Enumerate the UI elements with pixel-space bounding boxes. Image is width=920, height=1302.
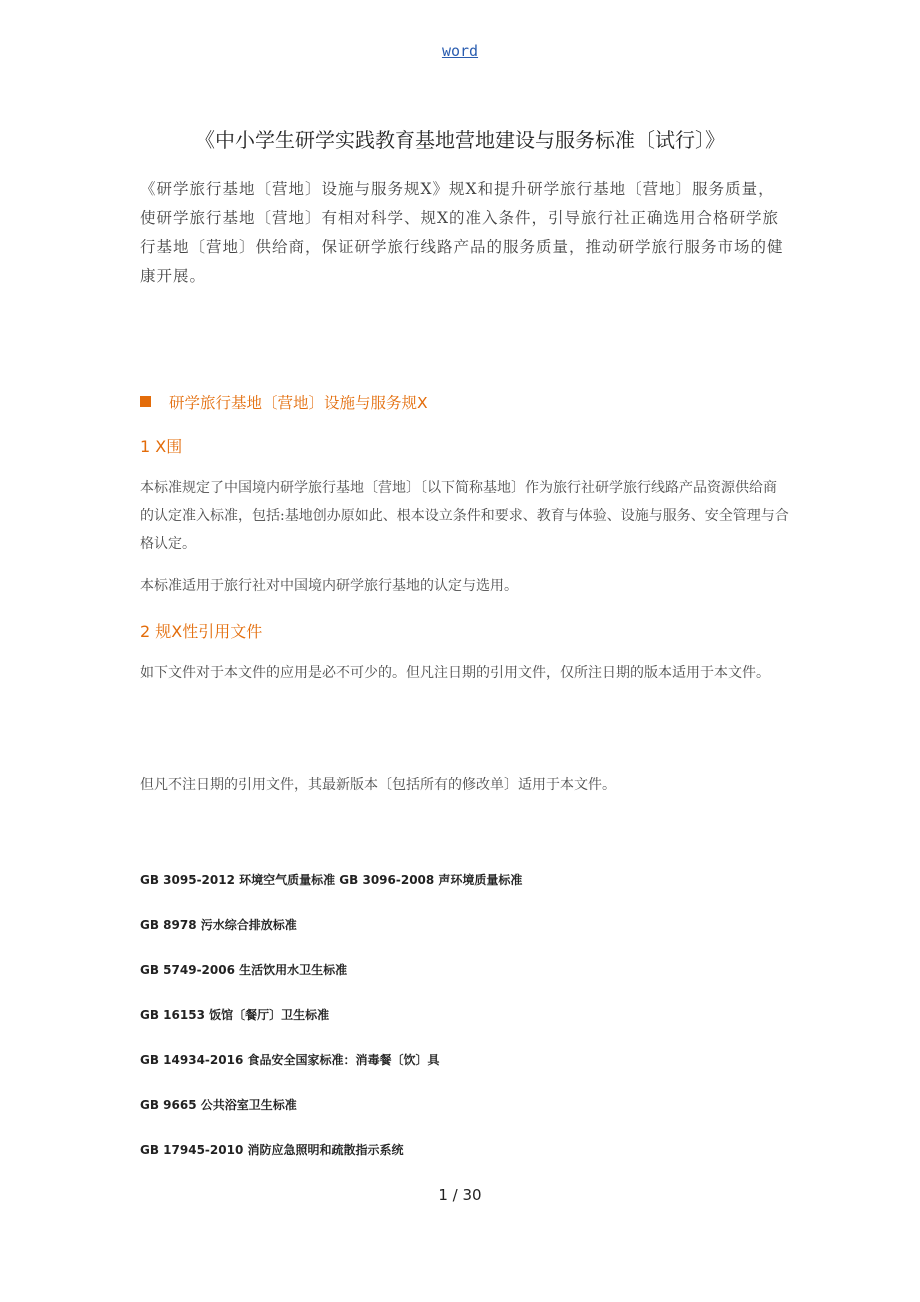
scope-paragraph-2: 本标准适用于旅行社对中国境内研学旅行基地的认定与选用。 <box>140 578 518 594</box>
reference-item: GB 17945-2010 消防应急照明和疏散指示系统 <box>140 1143 404 1157</box>
square-bullet-icon <box>140 396 151 407</box>
scope-heading: 1 X围 <box>140 437 183 456</box>
scope-paragraph-1: 本标准规定了中国境内研学旅行基地〔营地〕〔以下简称基地〕作为旅行社研学旅行线路产品资源供给商的认定准入标准，包括:基地创办原如此、根本设立条件和要求、教育与体验、设施与服务、安全管理与合格认定。 <box>140 480 789 552</box>
normative-paragraph-2: 但凡不注日期的引用文件，其最新版本〔包括所有的修改单〕适用于本文件。 <box>140 777 616 793</box>
reference-item: GB 5749-2006 生活饮用水卫生标准 <box>140 963 348 977</box>
page-number: 1 / 30 <box>438 1186 482 1204</box>
reference-item: GB 9665 公共浴室卫生标准 <box>140 1098 297 1112</box>
reference-item: GB 16153 饭馆〔餐厅〕卫生标准 <box>140 1008 330 1022</box>
section-heading <box>140 391 428 413</box>
header-word-link[interactable]: word <box>441 42 479 60</box>
reference-item: GB 14934-2016 食品安全国家标准：消毒餐〔饮〕具 <box>140 1053 440 1067</box>
reference-item: GB 8978 污水综合排放标准 <box>140 918 297 932</box>
document-title: 《中小学生研学实践教育基地营地建设与服务标准〔试行〕》 <box>195 128 725 152</box>
section-heading-text: 研学旅行基地〔营地〕设施与服务规X <box>169 394 428 412</box>
normative-references-heading: 2 规X性引用文件 <box>140 622 263 641</box>
intro-paragraph: 《研学旅行基地〔营地〕设施与服务规X》规X和提升研学旅行基地〔营地〕服务质量，使研学旅行基地〔营地〕有相对科学、规X的准入条件，引导旅行社正确选用合格研学旅行基地〔营地〕供给商，保证研学旅行线路产品的服务质量，推动研学旅行服务市场的健康开展。 <box>140 180 784 285</box>
reference-item: GB 3095-2012 环境空气质量标准 GB 3096-2008 声环境质量标准 <box>140 873 523 887</box>
normative-paragraph-1: 如下文件对于本文件的应用是必不可少的。但凡注日期的引用文件，仅所注日期的版本适用于本文件。 <box>140 665 770 681</box>
